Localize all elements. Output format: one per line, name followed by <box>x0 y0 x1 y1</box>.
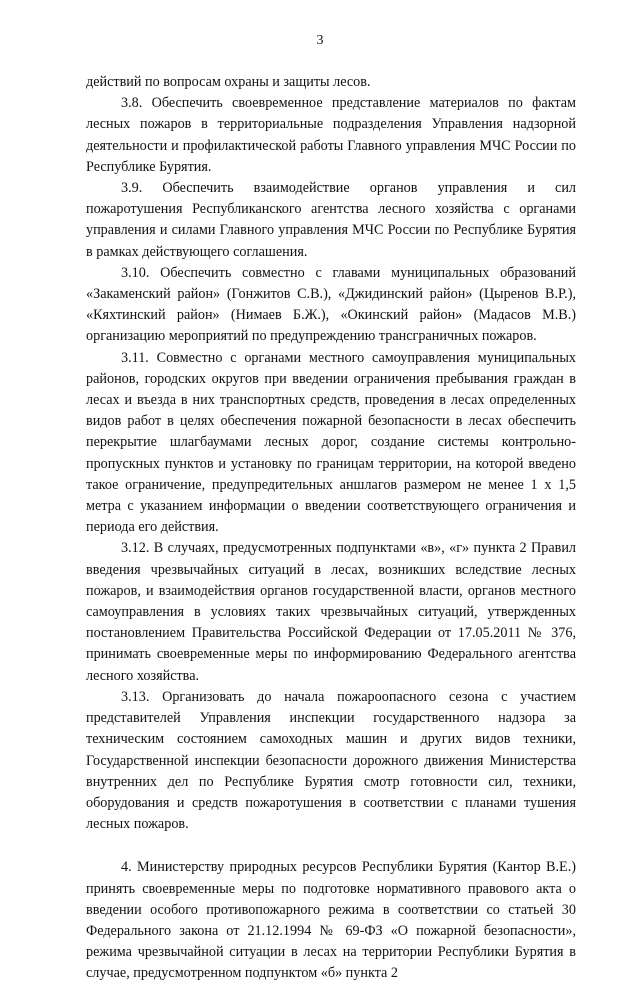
paragraph-3-8: 3.8. Обеспечить своевременное представление материалов по фактам лесных пожаров в территориальные подразделения Управления надзорной деятельности и профилактической работы Главного управления МЧС России по Республике Бурятия. <box>86 95 576 175</box>
paragraph-3-11: 3.11. Совместно с органами местного самоуправления муниципальных районов, городских округов при введении ограничения пребывания граждан в лесах и въезда в них транспортных средств, проведения в лесах определенных видов работ в целях обеспечения пожарной безопасности в лесах обеспечить перекрытие шлагбаумами лесных дорог, создание системы контрольно-пропускных пунктов и установку по границам территории, на которой введено такое ограничение, предупредительных аншлагов размером не менее 1 х 1,5 метра с указанием информации о введении соответствующего ограничения и периода его действия. <box>86 349 576 536</box>
page-number: 3 <box>316 33 324 48</box>
paragraph-3-10: 3.10. Обеспечить совместно с главами муниципальных образований «Закаменский район» (Гонжитов С.В.), «Джидинский район» (Цыренов В.Р.), «Кяхтинский район» (Нимаев Б.Ж.), «Окинский район» (Мадасов М.В.) организацию мероприятий по предупреждению трансграничных пожаров. <box>86 264 576 345</box>
paragraph-3-13: 3.13. Организовать до начала пожароопасного сезона с участием представителей Управления инспекции государственного надзора за техническим состоянием самоходных машин и других видов техники, Государственной инспекции безопасности дорожного движения Министерства внутренних дел по Республике Бурятия смотр готовности сил, техники, оборудования и средств пожаротушения в соответствии с планами тушения лесных пожаров. <box>86 688 576 833</box>
paragraph-continuation: действий по вопросам охраны и защиты лесов. <box>86 74 371 90</box>
paragraph-3-9: 3.9. Обеспечить взаимодействие органов управления и сил пожаротушения Республиканского агентства лесного хозяйства с органами управления и силами Главного управления МЧС России по Республике Бурятия в рамках действующего соглашения. <box>86 180 576 260</box>
paragraph-3-12: 3.12. В случаях, предусмотренных подпунктами «в», «г» пункта 2 Правил введения чрезвычайных ситуаций в лесах, возникших вследствие лесных пожаров, и взаимодействия органов государственной власти, органов местного самоуправления в условиях таких чрезвычайных ситуаций, утвержденных постановлением Правительства Российской Федерации от 17.05.2011 № 376, принимать своевременные меры по информированию Федерального агентства лесного хозяйства. <box>86 540 576 684</box>
document-body <box>86 72 576 985</box>
paragraph-4: 4. Министерству природных ресурсов Республики Бурятия (Кантор В.Е.) принять своевременные меры по подготовке нормативного правового акта о введении особого противопожарного режима в соответствии со статьей 30 Федерального закона от 21.12.1994 № 69-ФЗ «О пожарной безопасности», режима чрезвычайной ситуации в лесах на территории Республики Бурятия в случае, предусмотренном подпунктом «б» пункта 2 <box>86 859 576 982</box>
